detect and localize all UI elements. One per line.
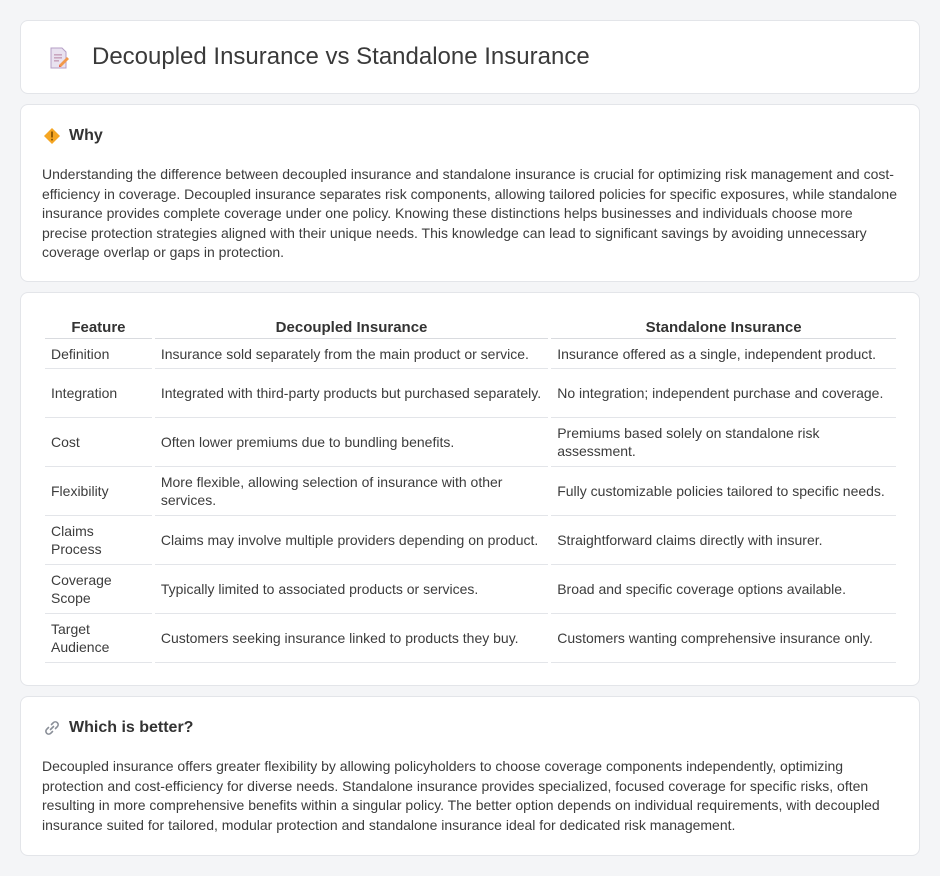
why-title: Why (69, 127, 103, 144)
row-standalone: Premiums based solely on standalone risk assessment. (551, 418, 896, 467)
row-standalone: Fully customizable policies tailored to specific needs. (551, 467, 896, 516)
row-standalone: Customers wanting comprehensive insurance only. (551, 614, 896, 663)
table-row (45, 369, 896, 418)
table-row (45, 418, 896, 467)
row-feature: Integration (45, 369, 152, 418)
better-text: Decoupled insurance offers greater flexibility by allowing policyholders to choose coverage components independently, optimizing protection and cost-efficiency for diverse needs. Standalone insurance provides specialized, focused coverage for specific risks, often resulting in more comprehensive benefits within a singular policy. The better option depends on individual requirements, with decoupled insurance suited for tailored, modular protection and standalone insurance ideal for dedicated risk management. (42, 758, 880, 833)
row-feature: Definition (45, 339, 152, 369)
document-edit-icon (47, 46, 71, 70)
table-row (45, 614, 896, 663)
row-standalone: Straightforward claims directly with insurer. (551, 516, 896, 565)
better-heading (43, 719, 193, 737)
header-decoupled: Decoupled Insurance (155, 317, 548, 339)
row-feature: Claims Process (45, 516, 152, 565)
row-standalone: Broad and specific coverage options available. (551, 565, 896, 614)
page-title: Decoupled Insurance vs Standalone Insurance (92, 43, 590, 70)
header-card (20, 20, 920, 94)
row-decoupled: More flexible, allowing selection of insurance with other services. (155, 467, 548, 516)
row-feature: Target Audience (45, 614, 152, 663)
why-heading (43, 127, 103, 145)
row-decoupled: Often lower premiums due to bundling benefits. (155, 418, 548, 467)
why-text: Understanding the difference between decoupled insurance and standalone insurance is crucial for optimizing risk management and cost-efficiency in coverage. Decoupled insurance separates risk components, allowing tailored policies for specific exposures, while standalone insurance provides complete coverage under one policy. Knowing these distinctions helps businesses and individuals choose more precise protection strategies aligned with their unique needs. This knowledge can lead to significant savings by avoiding unnecessary coverage overlap or gaps in protection. (42, 166, 897, 260)
row-feature: Coverage Scope (45, 565, 152, 614)
table-row (45, 467, 896, 516)
table-header-row (45, 317, 896, 339)
table-row (45, 565, 896, 614)
table-row (45, 516, 896, 565)
row-standalone: No integration; independent purchase and coverage. (551, 369, 896, 418)
link-icon (43, 719, 61, 737)
header-feature: Feature (45, 317, 152, 339)
which-better-section (20, 696, 920, 856)
row-decoupled: Customers seeking insurance linked to products they buy. (155, 614, 548, 663)
row-standalone: Insurance offered as a single, independent product. (551, 339, 896, 369)
row-decoupled: Insurance sold separately from the main product or service. (155, 339, 548, 369)
row-decoupled: Claims may involve multiple providers depending on product. (155, 516, 548, 565)
row-feature: Cost (45, 418, 152, 467)
diamond-warning-icon (43, 127, 61, 145)
row-decoupled: Integrated with third-party products but purchased separately. (155, 369, 548, 418)
table-row (45, 339, 896, 369)
comparison-section (20, 292, 920, 686)
header-standalone: Standalone Insurance (551, 317, 896, 339)
why-section (20, 104, 920, 282)
row-feature: Flexibility (45, 467, 152, 516)
row-decoupled: Typically limited to associated products or services. (155, 565, 548, 614)
comparison-table (42, 317, 899, 663)
better-title: Which is better? (69, 719, 194, 736)
